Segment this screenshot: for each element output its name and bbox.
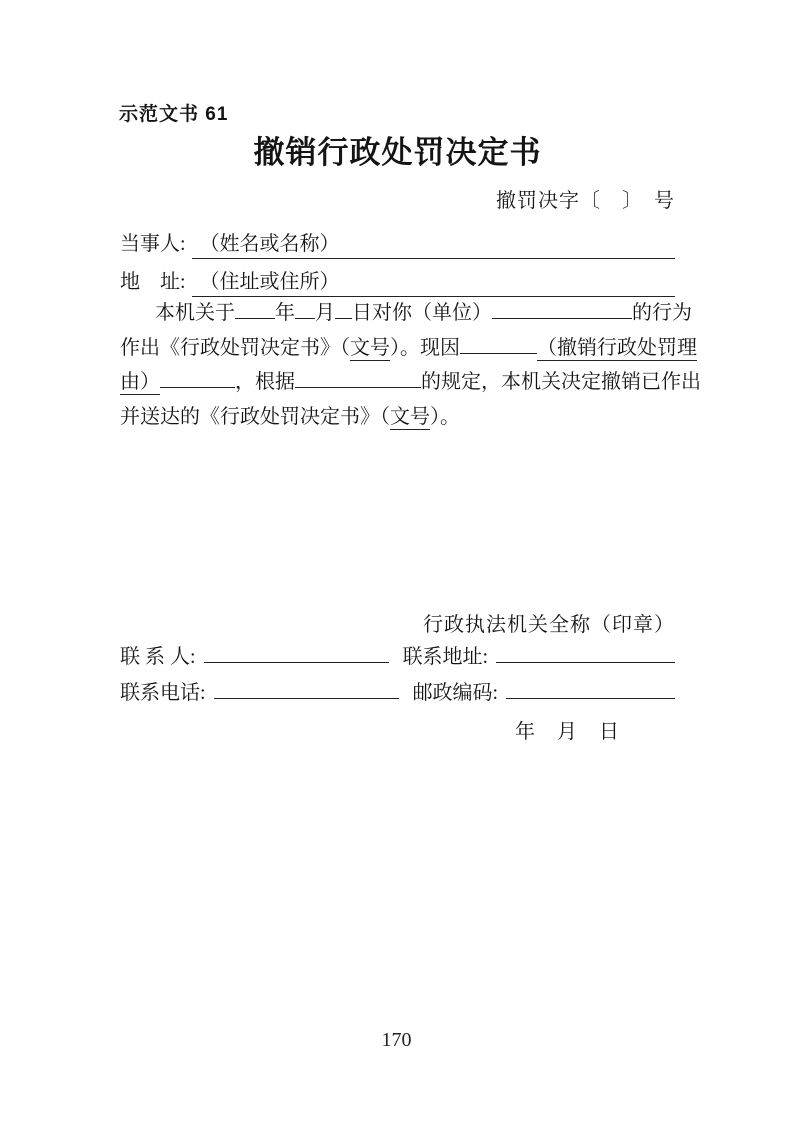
paragraph-text: 并送达的《行政处罚决定书》（ (120, 406, 390, 429)
paragraph-text: 月 (315, 302, 335, 324)
body-paragraph (120, 296, 701, 435)
paragraph-text: 作出《行政处罚决定书》（ (120, 336, 350, 359)
paragraph-text: 日对你（单位） (352, 302, 492, 324)
contact-row (120, 676, 675, 712)
paragraph-text: ）。 (430, 406, 460, 429)
contact-label: 联系地址: (402, 646, 489, 668)
underlined-text: 文号 (350, 336, 390, 359)
contact-row (120, 640, 675, 676)
document-number-text: 撤罚决字〔 〕 号 (496, 190, 675, 212)
blank-fill-in-field (492, 298, 632, 319)
paragraph-line (120, 365, 701, 400)
contact-label: 邮政编码: (412, 681, 499, 704)
underlined-text: 文号 (390, 406, 430, 429)
paragraph-line (120, 296, 692, 331)
underlined-text: （撤销行政处罚理 (537, 336, 697, 359)
contact-label: 联 系 人: (120, 646, 196, 668)
blank-fill-in-field (214, 678, 399, 699)
party-field-value: （姓名或名称） (192, 227, 675, 259)
blank-fill-in-field (295, 298, 315, 319)
blank-fill-in-field (496, 642, 675, 663)
form-template-label: 示范文书 61 (119, 104, 229, 125)
address-field-value: （住址或住所） (192, 265, 675, 297)
blank-fill-in-field (506, 678, 675, 699)
paragraph-text: 年 (275, 302, 295, 324)
paragraph-text: 的行为 (632, 302, 692, 324)
paragraph-text: ）。现因 (390, 336, 460, 359)
blank-fill-in-field (160, 367, 235, 388)
party-field-label: 当事人: (120, 233, 186, 255)
paragraph-line (120, 331, 697, 366)
blank-fill-in-field (204, 642, 389, 663)
paragraph-text: 本机关于 (155, 302, 235, 324)
blank-fill-in-field (460, 333, 537, 354)
page-number: 170 (381, 1029, 412, 1051)
document-number-line (496, 184, 675, 213)
address-field-row (120, 265, 675, 297)
paragraph-text: 的规定，本机关决定撤销已作出 (421, 371, 701, 394)
blank-fill-in-field (335, 298, 352, 319)
blank-fill-in-field (235, 298, 275, 319)
document-title: 撤销行政处罚决定书 (253, 135, 542, 170)
address-field-label: 地 址: (120, 271, 186, 293)
underlined-text: 由） (120, 371, 160, 394)
issuing-authority-line: 行政执法机关全称（印章） (423, 614, 675, 636)
blank-fill-in-field (295, 367, 421, 388)
contact-label: 联系电话: (120, 681, 206, 704)
signature-date-line: 年 月 日 (515, 720, 620, 743)
paragraph-text: ，根据 (235, 371, 295, 394)
party-field-row (120, 227, 675, 259)
contact-info-block (120, 640, 675, 711)
paragraph-line (120, 400, 675, 435)
